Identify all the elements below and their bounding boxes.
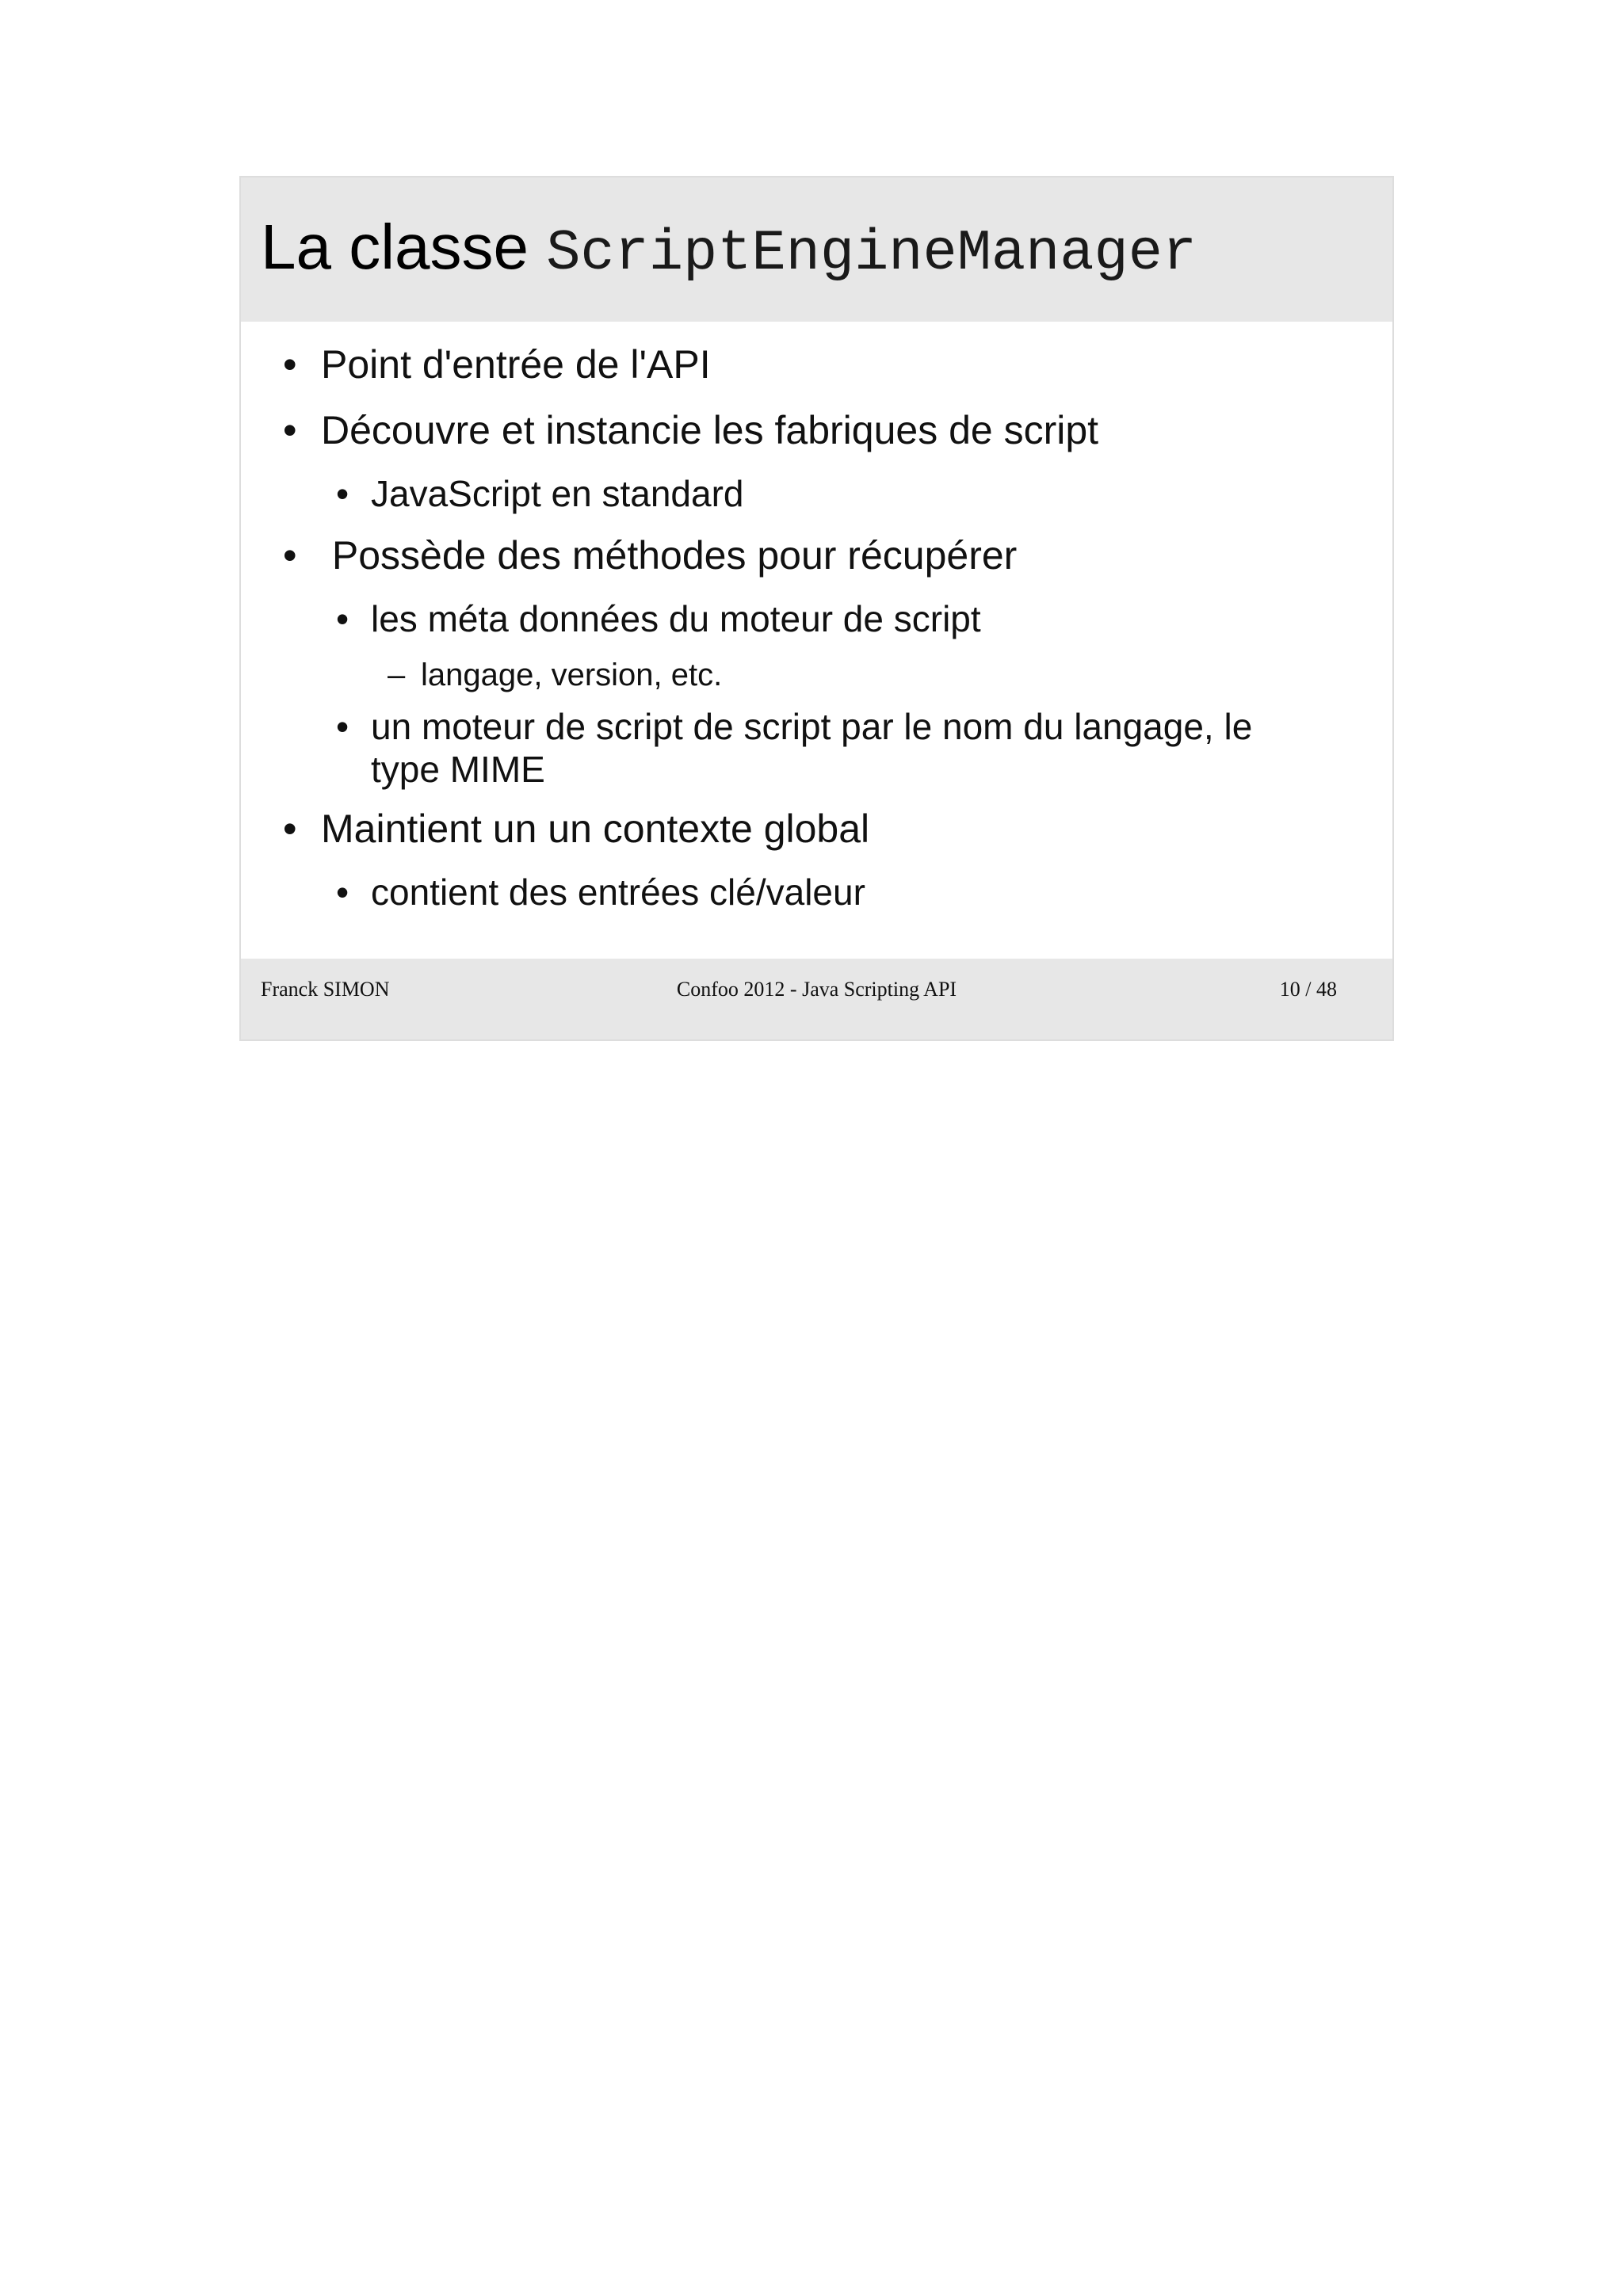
sub-bullet-item <box>336 472 744 515</box>
slide-header <box>241 177 1392 322</box>
footer-author: Franck SIMON <box>261 978 390 1001</box>
slide-title-code: ScriptEngineManager <box>546 221 1197 286</box>
bullet-icon: • <box>283 807 297 851</box>
sub-bullet-item <box>336 705 1253 791</box>
slide-body <box>241 322 1392 962</box>
dash-text: langage, version, etc. <box>421 658 723 692</box>
bullet-icon: • <box>336 473 349 514</box>
bullet-icon: • <box>336 871 349 913</box>
bullet-text: Maintient un un contexte global <box>321 807 870 851</box>
bullet-item <box>283 341 711 388</box>
bullet-icon: • <box>336 706 349 747</box>
sub-bullet-item <box>336 871 865 913</box>
slide-footer <box>241 959 1392 1039</box>
bullet-icon: • <box>283 408 297 452</box>
footer-event: Confoo 2012 - Java Scripting API <box>676 978 957 1001</box>
slide-title <box>261 209 1197 288</box>
bullet-item <box>283 406 1099 454</box>
dash-item <box>388 656 723 694</box>
bullet-icon: • <box>283 342 297 387</box>
slide <box>239 176 1394 1041</box>
bullet-item <box>283 532 1018 579</box>
bullet-text: Possède des méthodes pour récupérer <box>321 533 1018 578</box>
bullet-icon: • <box>283 533 297 578</box>
bullet-text: les méta données du moteur de script <box>371 598 981 639</box>
bullet-text-line1: un moteur de script de script par le nom du langage, le <box>371 706 1253 747</box>
bullet-text: contient des entrées clé/valeur <box>371 871 865 913</box>
sub-bullet-item <box>336 597 981 640</box>
bullet-icon: • <box>336 598 349 639</box>
bullet-text: Découvre et instancie les fabriques de script <box>321 408 1099 452</box>
bullet-item <box>283 805 870 852</box>
footer-page-number: 10 / 48 <box>1279 978 1337 1001</box>
bullet-text: Point d'entrée de l'API <box>321 342 711 387</box>
bullet-text: JavaScript en standard <box>371 473 744 514</box>
bullet-text-line2: type MIME <box>371 749 545 790</box>
slide-title-prefix: La classe <box>261 212 547 282</box>
dash-icon: – <box>388 658 406 692</box>
